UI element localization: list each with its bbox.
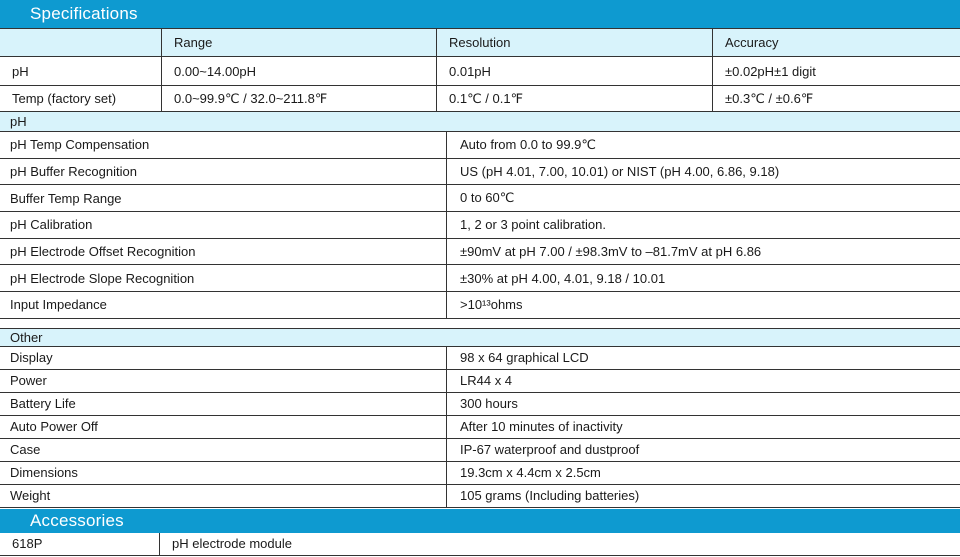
spec-label: pH Electrode Slope Recognition [0, 265, 447, 291]
table-row [0, 132, 960, 159]
spec-label: Display [0, 347, 447, 369]
spec-label: Weight [0, 485, 447, 507]
table-row [0, 185, 960, 212]
spec-row-accuracy: ±0.3℃ / ±0.6℉ [725, 90, 814, 106]
table-row [0, 159, 960, 186]
table-row [0, 533, 960, 556]
spec-label: Buffer Temp Range [0, 185, 447, 211]
table-row [0, 370, 960, 393]
spec-row-range: 0.0~99.9℃ / 32.0~211.8℉ [162, 86, 437, 111]
spec-col-header-resolution: Resolution [437, 29, 713, 56]
spec-value: 98 x 64 graphical LCD [460, 350, 589, 366]
spec-label: Case [0, 439, 447, 461]
table-row [0, 416, 960, 439]
table-row [0, 57, 960, 86]
specifications-title: Specifications [30, 4, 138, 23]
spec-value: 105 grams (Including batteries) [460, 488, 640, 504]
other-section-header-bar [0, 328, 960, 347]
accessory-description: pH electrode module [172, 536, 292, 552]
table-row [0, 439, 960, 462]
spec-row-resolution: 0.01pH [437, 57, 713, 85]
table-row [0, 86, 960, 112]
table-row [0, 239, 960, 266]
spec-col-header-range: Range [162, 29, 437, 56]
spec-label: pH Calibration [0, 212, 447, 238]
table-row [0, 212, 960, 239]
ph-section-title: pH [10, 114, 27, 129]
spec-value: >10¹³ohms [460, 297, 523, 313]
spec-value: ±30% at pH 4.00, 4.01, 9.18 / 10.01 [460, 270, 666, 286]
accessories-title: Accessories [30, 510, 124, 530]
spec-label: Input Impedance [0, 292, 447, 318]
table-row [0, 347, 960, 370]
table-row [0, 265, 960, 292]
spec-label: Auto Power Off [0, 416, 447, 438]
spec-value: 0 to 60℃ [460, 190, 515, 206]
specifications-table [0, 28, 960, 112]
spec-value: ±90mV at pH 7.00 / ±98.3mV to –81.7mV at pH 6.86 [460, 244, 762, 260]
other-section-table [0, 347, 960, 508]
other-section-title: Other [10, 329, 43, 345]
spec-value: Auto from 0.0 to 99.9℃ [460, 136, 597, 152]
table-row [0, 393, 960, 416]
spec-value: 19.3cm x 4.4cm x 2.5cm [460, 465, 601, 481]
spec-label: pH Buffer Recognition [0, 159, 447, 185]
spec-label: Power [0, 370, 447, 392]
ph-section-header-bar [0, 112, 960, 132]
spec-row-accuracy: ±0.02pH±1 digit [725, 63, 816, 79]
spec-row-label: Temp (factory set) [0, 86, 162, 111]
table-row [0, 462, 960, 485]
table-row [0, 485, 960, 508]
spec-row-label: pH [0, 57, 162, 85]
accessory-model: 618P [0, 533, 160, 555]
spec-label: Battery Life [0, 393, 447, 415]
table-row [0, 292, 960, 319]
spec-row-range: 0.00~14.00pH [162, 57, 437, 85]
spec-label: pH Temp Compensation [0, 132, 447, 158]
spec-value: IP-67 waterproof and dustproof [460, 442, 640, 458]
spec-value: US (pH 4.01, 7.00, 10.01) or NIST (pH 4.00, 6.86, 9.18) [460, 164, 780, 180]
spec-value: After 10 minutes of inactivity [460, 419, 623, 435]
spec-label: pH Electrode Offset Recognition [0, 239, 447, 265]
ph-section-table [0, 132, 960, 319]
spec-col-header-accuracy: Accuracy [725, 35, 779, 50]
spec-value: 300 hours [460, 396, 518, 412]
spec-col-header-blank [0, 29, 162, 56]
section-divider-gap [0, 319, 960, 328]
specifications-header-bar [0, 0, 960, 28]
spec-value: 1, 2 or 3 point calibration. [460, 217, 606, 233]
spec-header-row [0, 28, 960, 57]
spec-row-resolution: 0.1℃ / 0.1℉ [437, 86, 713, 111]
spec-label: Dimensions [0, 462, 447, 484]
accessories-header-bar [0, 509, 960, 533]
spec-value: LR44 x 4 [460, 373, 513, 389]
